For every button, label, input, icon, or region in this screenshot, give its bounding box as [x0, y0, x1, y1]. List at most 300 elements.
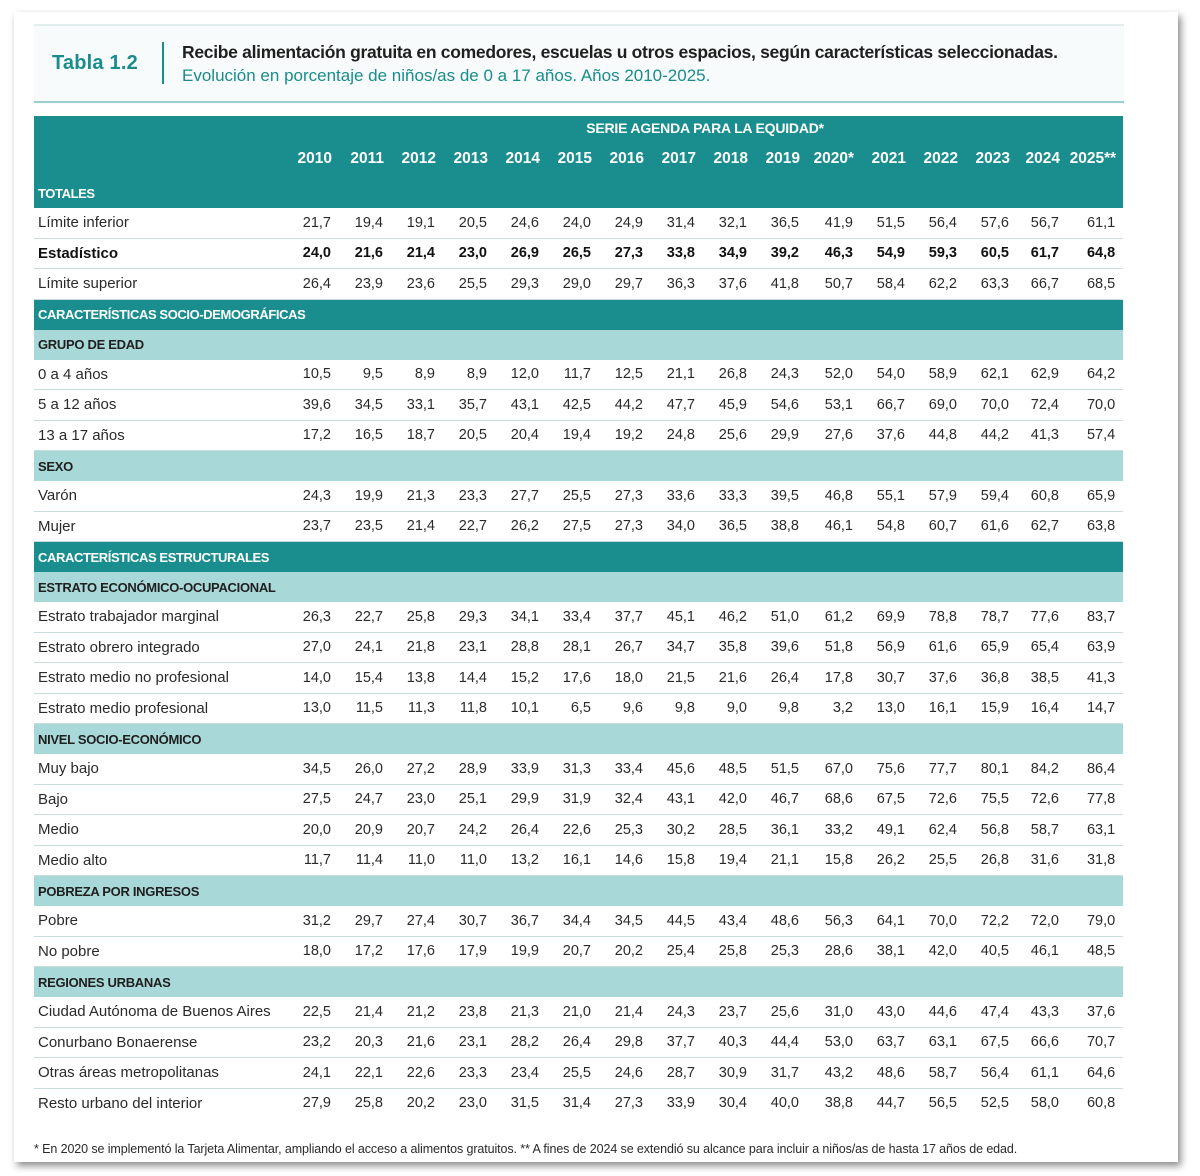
table-cell: 31,5	[510, 1095, 539, 1112]
table-cell: 36,3	[651, 269, 703, 300]
table-cell: 65,4	[1017, 632, 1067, 663]
year-header: 2016	[599, 140, 651, 178]
table-cell: 23,7	[287, 511, 339, 542]
table-row	[34, 390, 1123, 421]
row-label: Mujer	[34, 511, 287, 542]
series-label: SERIE AGENDA PARA LA EQUIDAD*	[287, 116, 1123, 140]
table-cell: 26,4	[495, 815, 547, 846]
table-cell: 52,5	[980, 1095, 1009, 1112]
table-cell: 51,5	[861, 208, 913, 238]
table-cell: 22,5	[287, 997, 339, 1027]
table-cell: 20,4	[495, 420, 547, 451]
table-cell: 23,0	[443, 238, 495, 269]
table-cell: 58,9	[913, 360, 965, 390]
table-cell: 23,8	[443, 997, 495, 1027]
table-cell: 23,5	[339, 511, 391, 542]
table-cell: 26,5	[547, 238, 599, 269]
row-label: Límite inferior	[34, 208, 287, 238]
table-cell: 24,1	[287, 1058, 339, 1089]
table-cell: 23,0	[391, 784, 443, 815]
table-cell: 33,1	[391, 390, 443, 421]
table-cell: 9,8	[755, 693, 807, 724]
table-cell: 33,4	[599, 754, 651, 784]
table-cell: 33,9	[666, 1095, 695, 1112]
table-cell: 30,4	[718, 1095, 747, 1112]
table-cell: 64,8	[1067, 238, 1123, 269]
table-cell: 19,1	[391, 208, 443, 238]
header-rule	[34, 101, 1124, 103]
table-cell: 61,1	[1017, 1058, 1067, 1089]
table-cell: 39,6	[287, 390, 339, 421]
table-cell: 3,2	[807, 693, 861, 724]
table-cell: 24,0	[287, 238, 339, 269]
table-cell: 17,6	[547, 663, 599, 694]
table-cell: 33,3	[703, 481, 755, 511]
table-cell: 14,6	[599, 845, 651, 876]
year-header: 2019	[755, 140, 807, 178]
table-cell: 25,6	[703, 420, 755, 451]
table-cell: 51,8	[807, 632, 861, 663]
table-cell: 33,2	[807, 815, 861, 846]
table-cell: 38,1	[861, 936, 913, 967]
table-cell: 21,0	[547, 997, 599, 1027]
year-header: 2012	[391, 140, 443, 178]
table-cell: 25,3	[755, 936, 807, 967]
table-row	[34, 754, 1123, 784]
year-header: 2015	[547, 140, 599, 178]
table-cell: 35,8	[703, 632, 755, 663]
table-cell: 70,0	[1067, 390, 1123, 421]
table-cell: 11,7	[287, 845, 339, 876]
table-cell: 25,6	[755, 997, 807, 1027]
table-cell: 31,4	[562, 1095, 591, 1112]
table-cell: 21,4	[599, 997, 651, 1027]
table-cell: 21,3	[391, 481, 443, 511]
table-cell: 26,0	[339, 754, 391, 784]
table-cell: 21,6	[339, 238, 391, 269]
table-cell: 58,0	[1030, 1095, 1059, 1112]
table-cell: 42,5	[547, 390, 599, 421]
table-cell: 33,8	[651, 238, 703, 269]
table-cell: 41,3	[1017, 420, 1067, 451]
year-header: 2022	[913, 140, 965, 178]
table-cell: 24,2	[443, 815, 495, 846]
table-cell: 20,2	[599, 936, 651, 967]
table-row	[34, 845, 1123, 876]
table-cell: 27,3	[599, 511, 651, 542]
table-cell: 30,2	[651, 815, 703, 846]
table-cell: 44,2	[599, 390, 651, 421]
table-cell: 43,3	[1017, 997, 1067, 1027]
table-cell: 57,6	[965, 208, 1017, 238]
table-cell: 18,7	[391, 420, 443, 451]
table-cell: 57,4	[1067, 420, 1123, 451]
table-cell: 64,1	[861, 906, 913, 936]
table-cell: 24,6	[495, 208, 547, 238]
table-cell: 33,6	[651, 481, 703, 511]
row-label: Ciudad Autónoma de Buenos Aires	[34, 997, 287, 1027]
table-cell: 34,5	[599, 906, 651, 936]
table-cell: 16,5	[339, 420, 391, 451]
table-cell: 56,4	[913, 208, 965, 238]
table-cell: 56,5	[928, 1095, 957, 1112]
table-cell: 24,1	[339, 632, 391, 663]
table-cell: 31,3	[547, 754, 599, 784]
table-cell: 77,7	[913, 754, 965, 784]
table-cell: 12,0	[495, 360, 547, 390]
table-cell: 27,4	[391, 906, 443, 936]
table-cell: 75,6	[861, 754, 913, 784]
table-cell: 44,8	[913, 420, 965, 451]
table-row	[34, 208, 1123, 238]
table-cell: 48,5	[703, 754, 755, 784]
table-cell: 70,0	[965, 390, 1017, 421]
subsection-title: GRUPO DE EDAD	[34, 330, 1123, 360]
table-cell: 56,7	[1017, 208, 1067, 238]
table-cell: 70,7	[1067, 1027, 1123, 1058]
table-cell: 38,5	[1017, 663, 1067, 694]
table-cell: 28,7	[651, 1058, 703, 1089]
table-cell: 29,8	[599, 1027, 651, 1058]
table-cell: 69,9	[861, 602, 913, 632]
table-cell: 17,9	[443, 936, 495, 967]
table-row	[34, 815, 1123, 846]
table-number: Tabla 1.2	[52, 52, 138, 74]
table-cell: 78,7	[965, 602, 1017, 632]
table-cell: 34,4	[547, 906, 599, 936]
row-label: Estrato obrero integrado	[34, 632, 287, 663]
section-title: TOTALES	[34, 178, 1123, 208]
year-header: 2014	[495, 140, 547, 178]
table-cell: 56,4	[965, 1058, 1017, 1089]
table-cell: 46,1	[807, 511, 861, 542]
year-header: 2023	[965, 140, 1017, 178]
table-cell: 44,5	[651, 906, 703, 936]
table-cell: 20,5	[443, 420, 495, 451]
table-cell: 20,0	[287, 815, 339, 846]
table-cell: 48,6	[755, 906, 807, 936]
table-cell: 24,0	[547, 208, 599, 238]
table-cell: 27,3	[599, 238, 651, 269]
table-cell: 32,4	[599, 784, 651, 815]
table-cell: 17,8	[807, 663, 861, 694]
table-cell: 21,6	[703, 663, 755, 694]
table-row	[34, 632, 1123, 663]
table-cell: 24,3	[651, 997, 703, 1027]
table-cell: 16,1	[913, 693, 965, 724]
table-cell: 36,5	[703, 511, 755, 542]
table-cell: 61,2	[807, 602, 861, 632]
table-cell: 21,4	[339, 997, 391, 1027]
table-cell: 25,1	[443, 784, 495, 815]
table-cell: 56,8	[965, 815, 1017, 846]
subsection-header-row	[34, 967, 1123, 998]
table-cell: 28,8	[495, 632, 547, 663]
table-cell: 37,6	[861, 420, 913, 451]
table-cell: 63,9	[1067, 632, 1123, 663]
table-cell: 26,3	[287, 602, 339, 632]
table-cell: 69,0	[913, 390, 965, 421]
table-cell: 17,2	[287, 420, 339, 451]
table-cell: 72,2	[965, 906, 1017, 936]
subsection-title: SEXO	[34, 451, 1123, 482]
row-label: Medio alto	[34, 845, 287, 876]
table-cell: 33,9	[495, 754, 547, 784]
table-cell: 23,4	[495, 1058, 547, 1089]
table-cell: 23,2	[287, 1027, 339, 1058]
table-cell: 27,5	[547, 511, 599, 542]
table-cell: 42,0	[703, 784, 755, 815]
table-cell: 36,7	[495, 906, 547, 936]
table-cell: 34,9	[703, 238, 755, 269]
table-cell: 51,5	[755, 754, 807, 784]
table-cell: 17,2	[339, 936, 391, 967]
table-cell: 61,7	[1017, 238, 1067, 269]
table-cell: 54,8	[861, 511, 913, 542]
row-label: Medio	[34, 815, 287, 846]
table-cell: 41,3	[1067, 663, 1123, 694]
table-cell: 50,7	[807, 269, 861, 300]
table-cell: 36,8	[965, 663, 1017, 694]
table-cell: 9,5	[339, 360, 391, 390]
year-header: 2010	[287, 140, 339, 178]
year-header: 2021	[861, 140, 913, 178]
table-row	[34, 906, 1123, 936]
table-row	[34, 1088, 1123, 1118]
table-cell: 45,6	[651, 754, 703, 784]
table-cell: 36,1	[755, 815, 807, 846]
table-cell: 21,5	[651, 663, 703, 694]
row-label: Bajo	[34, 784, 287, 815]
table-title: Recibe alimentación gratuita en comedores, escuelas u otros espacios, según características seleccionadas.	[182, 42, 1058, 62]
table-cell: 37,6	[1067, 997, 1123, 1027]
table-cell: 11,8	[443, 693, 495, 724]
table-cell: 20,7	[391, 815, 443, 846]
table-cell: 25,4	[651, 936, 703, 967]
subsection-header-row	[34, 724, 1123, 755]
table-cell: 46,8	[807, 481, 861, 511]
table-cell: 26,8	[703, 360, 755, 390]
table-cell: 21,7	[287, 208, 339, 238]
table-cell: 63,1	[913, 1027, 965, 1058]
table-cell: 72,6	[913, 784, 965, 815]
table-cell: 51,0	[755, 602, 807, 632]
table-cell: 46,2	[703, 602, 755, 632]
table-cell: 72,4	[1017, 390, 1067, 421]
table-cell: 21,4	[391, 238, 443, 269]
table-cell: 11,0	[443, 845, 495, 876]
table-cell: 8,9	[443, 360, 495, 390]
table-cell: 26,4	[547, 1027, 599, 1058]
table-cell: 27,3	[599, 481, 651, 511]
table-cell: 25,5	[913, 845, 965, 876]
table-cell: 37,6	[913, 663, 965, 694]
table-cell: 56,3	[807, 906, 861, 936]
section-title: CARACTERÍSTICAS SOCIO-DEMOGRÁFICAS	[34, 299, 1123, 330]
table-cell: 44,4	[755, 1027, 807, 1058]
table-cell: 21,2	[391, 997, 443, 1027]
table-cell: 20,3	[339, 1027, 391, 1058]
table-cell: 68,6	[807, 784, 861, 815]
table-cell: 47,4	[965, 997, 1017, 1027]
table-cell: 34,7	[651, 632, 703, 663]
table-cell: 28,9	[443, 754, 495, 784]
table-cell: 30,7	[443, 906, 495, 936]
table-cell: 20,5	[443, 208, 495, 238]
table-cell: 26,2	[861, 845, 913, 876]
row-label: Muy bajo	[34, 754, 287, 784]
table-cell: 60,8	[1086, 1095, 1116, 1112]
table-row	[34, 663, 1123, 694]
table-cell: 43,0	[861, 997, 913, 1027]
table-cell: 67,0	[807, 754, 861, 784]
table-header-box	[34, 24, 1124, 104]
table-cell: 26,7	[599, 632, 651, 663]
table-cell: 21,1	[651, 360, 703, 390]
table-cell: 63,1	[1067, 815, 1123, 846]
table-cell: 25,5	[547, 481, 599, 511]
row-label: Estrato medio profesional	[34, 693, 287, 724]
table-cell: 61,6	[965, 511, 1017, 542]
years-header-row	[34, 140, 1123, 178]
row-label: 0 a 4 años	[34, 360, 287, 390]
table-row	[34, 360, 1123, 390]
table-cell: 11,3	[391, 693, 443, 724]
table-cell: 48,5	[1067, 936, 1123, 967]
table-cell: 23,9	[339, 269, 391, 300]
table-cell: 63,3	[965, 269, 1017, 300]
table-cell: 15,4	[339, 663, 391, 694]
table-cell: 62,4	[913, 815, 965, 846]
table-cell: 83,7	[1067, 602, 1123, 632]
table-cell: 65,9	[1067, 481, 1123, 511]
table-cell: 24,8	[651, 420, 703, 451]
table-cell: 9,0	[703, 693, 755, 724]
table-cell: 59,4	[965, 481, 1017, 511]
table-cell: 24,3	[287, 481, 339, 511]
table-cell: 30,7	[861, 663, 913, 694]
table-cell: 25,8	[703, 936, 755, 967]
table-cell: 27,7	[495, 481, 547, 511]
table-cell: 38,8	[755, 511, 807, 542]
table-cell: 31,2	[287, 906, 339, 936]
table-cell: 60,8	[1017, 481, 1067, 511]
table-cell: 18,0	[599, 663, 651, 694]
table-cell: 42,0	[913, 936, 965, 967]
row-label: Resto urbano del interior	[38, 1094, 203, 1112]
table-cell: 62,1	[965, 360, 1017, 390]
table-cell: 53,0	[807, 1027, 861, 1058]
table-cell: 13,0	[861, 693, 913, 724]
table-cell: 34,1	[495, 602, 547, 632]
series-header-row	[34, 116, 1123, 140]
table-cell: 62,7	[1017, 511, 1067, 542]
table-cell: 15,9	[965, 693, 1017, 724]
table-cell: 14,7	[1067, 693, 1123, 724]
table-cell: 29,3	[495, 269, 547, 300]
table-cell: 59,3	[913, 238, 965, 269]
table-cell: 24,9	[599, 208, 651, 238]
row-label: 13 a 17 años	[34, 420, 287, 451]
table-cell: 27,9	[302, 1095, 331, 1112]
table-cell: 33,4	[547, 602, 599, 632]
table-cell: 26,2	[495, 511, 547, 542]
row-label: Estrato trabajador marginal	[34, 602, 287, 632]
table-cell: 54,9	[861, 238, 913, 269]
table-cell: 31,8	[1067, 845, 1123, 876]
table-cell: 66,7	[861, 390, 913, 421]
table-row	[34, 1027, 1123, 1058]
table-cell: 40,3	[703, 1027, 755, 1058]
table-cell: 29,0	[547, 269, 599, 300]
table-cell: 86,4	[1067, 754, 1123, 784]
table-cell: 46,1	[1017, 936, 1067, 967]
table-cell: 28,2	[495, 1027, 547, 1058]
table-cell: 15,8	[651, 845, 703, 876]
table-cell: 26,4	[287, 269, 339, 300]
row-label: Varón	[34, 481, 287, 511]
table-cell: 45,1	[651, 602, 703, 632]
table-cell: 47,7	[651, 390, 703, 421]
table-cell: 66,7	[1017, 269, 1067, 300]
table-cell: 41,9	[807, 208, 861, 238]
section-header-row	[34, 299, 1123, 330]
table-cell: 29,7	[599, 269, 651, 300]
section-header-row	[34, 178, 1123, 208]
table-cell: 45,9	[703, 390, 755, 421]
table-cell: 26,9	[495, 238, 547, 269]
table-cell: 79,0	[1067, 906, 1123, 936]
table-cell: 22,6	[391, 1058, 443, 1089]
table-cell: 43,1	[651, 784, 703, 815]
subsection-title: POBREZA POR INGRESOS	[34, 876, 1123, 907]
table-cell: 26,4	[755, 663, 807, 694]
table-cell: 11,0	[391, 845, 443, 876]
table-cell: 39,5	[755, 481, 807, 511]
table-cell: 64,6	[1067, 1058, 1123, 1089]
table-cell: 24,3	[755, 360, 807, 390]
table-cell: 63,8	[1067, 511, 1123, 542]
table-cell: 46,3	[807, 238, 861, 269]
table-cell: 9,8	[651, 693, 703, 724]
table-cell: 21,8	[391, 632, 443, 663]
table-cell: 37,7	[599, 602, 651, 632]
table-row	[34, 269, 1123, 300]
year-header: 2013	[443, 140, 495, 178]
table-row	[34, 936, 1123, 967]
table-cell: 77,8	[1067, 784, 1123, 815]
table-cell: 9,6	[599, 693, 651, 724]
table-cell: 27,6	[807, 420, 861, 451]
table-cell: 22,6	[547, 815, 599, 846]
table-cell: 35,7	[443, 390, 495, 421]
table-cell: 12,5	[599, 360, 651, 390]
table-cell: 21,3	[495, 997, 547, 1027]
table-cell: 28,5	[703, 815, 755, 846]
table-cell: 40,5	[965, 936, 1017, 967]
table-cell: 22,7	[443, 511, 495, 542]
table-cell: 11,4	[339, 845, 391, 876]
table-cell: 25,5	[443, 269, 495, 300]
year-header: 2018	[703, 140, 755, 178]
table-cell: 29,3	[443, 602, 495, 632]
table-cell: 36,5	[755, 208, 807, 238]
table-cell: 19,2	[599, 420, 651, 451]
row-label: Estrato medio no profesional	[34, 663, 287, 694]
table-cell: 77,6	[1017, 602, 1067, 632]
table-cell: 19,9	[495, 936, 547, 967]
footnote: * En 2020 se implementó la Tarjeta Alimentar, ampliando el acceso a alimentos gratuitos. ** A fines de 2024 se extendió su alcance para incluir a niños/as de hasta 17 años de edad.	[34, 1142, 1018, 1156]
